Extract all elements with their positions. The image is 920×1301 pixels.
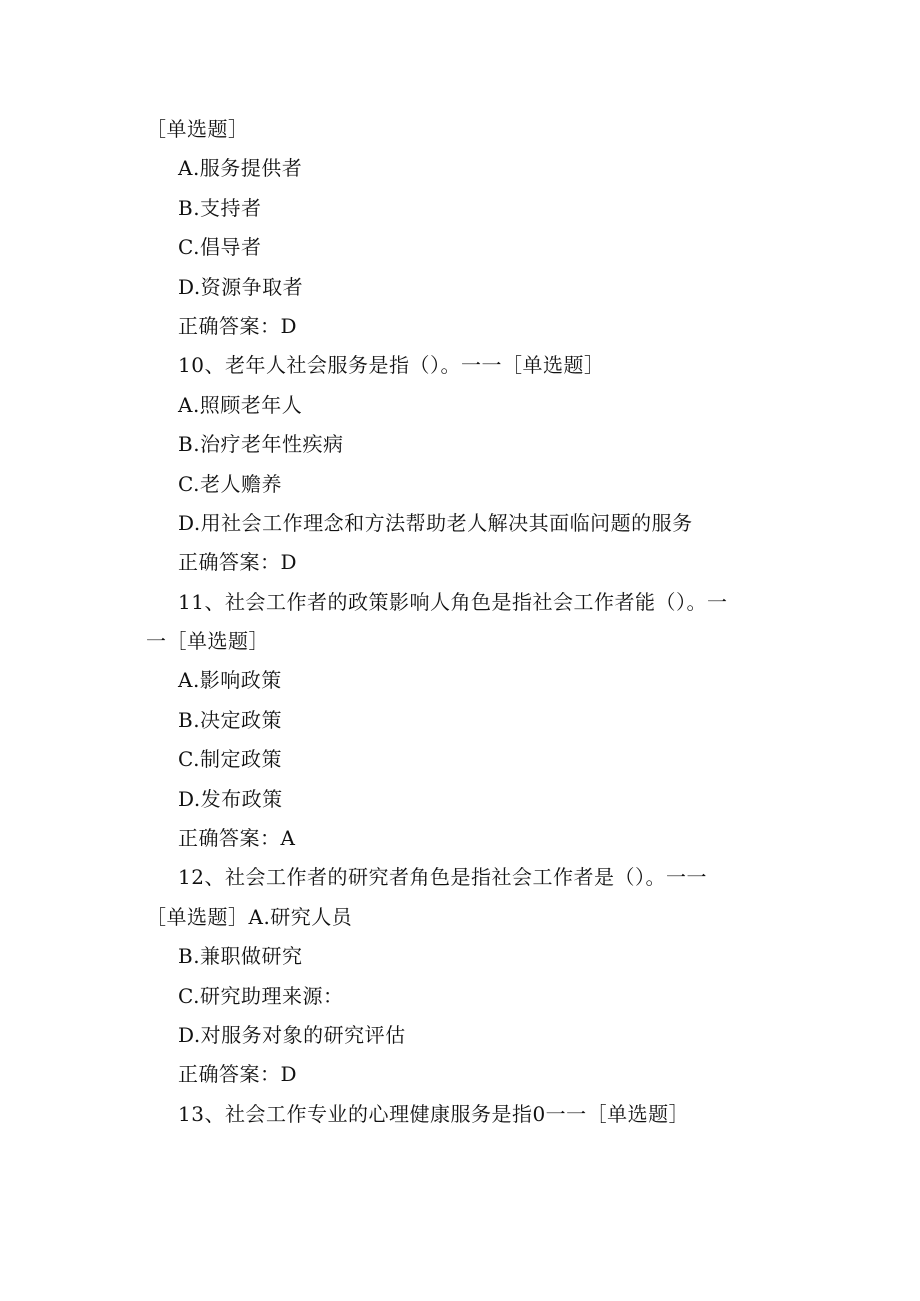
question-11-continuation: 一［单选题］ (146, 629, 269, 654)
option-d: D.用社会工作理念和方法帮助老人解决其面临问题的服务 (178, 510, 693, 535)
option-d: D.发布政策 (178, 786, 283, 811)
option-b: B.兼职做研究 (178, 944, 303, 969)
correct-answer: 正确答案：D (178, 1062, 298, 1087)
question-11: 11、社会工作者的政策影响人角色是指社会工作者能（）。一 (178, 589, 728, 614)
option-a: A.影响政策 (178, 668, 282, 693)
question-12: 12、社会工作者的研究者角色是指社会工作者是（）。一一 (178, 865, 707, 890)
option-b: B.支持者 (178, 195, 262, 220)
option-b: B.决定政策 (178, 707, 283, 732)
option-d: D.对服务对象的研究评估 (178, 1022, 406, 1047)
option-a: A.服务提供者 (178, 156, 303, 181)
option-a: A.照顾老年人 (178, 392, 303, 417)
question-13: 13、社会工作专业的心理健康服务是指0一一［单选题］ (178, 1101, 690, 1126)
correct-answer: 正确答案：A (178, 826, 296, 851)
option-c: C.研究助理来源： (178, 983, 344, 1008)
question-12-continuation: ［单选题］A.研究人员 (146, 904, 353, 929)
question-fragment: ［单选题］ (146, 117, 249, 141)
question-10: 10、老年人社会服务是指（）。一一［单选题］ (178, 353, 605, 378)
option-c: C.老人赡养 (178, 471, 282, 496)
correct-answer: 正确答案：D (178, 550, 298, 575)
option-b: B.治疗老年性疾病 (178, 432, 344, 457)
option-d: D.资源争取者 (178, 274, 304, 299)
correct-answer: 正确答案：D (178, 313, 298, 338)
document-page (0, 110, 920, 1134)
option-c: C.制定政策 (178, 747, 282, 772)
option-c: C.倡导者 (178, 235, 262, 260)
